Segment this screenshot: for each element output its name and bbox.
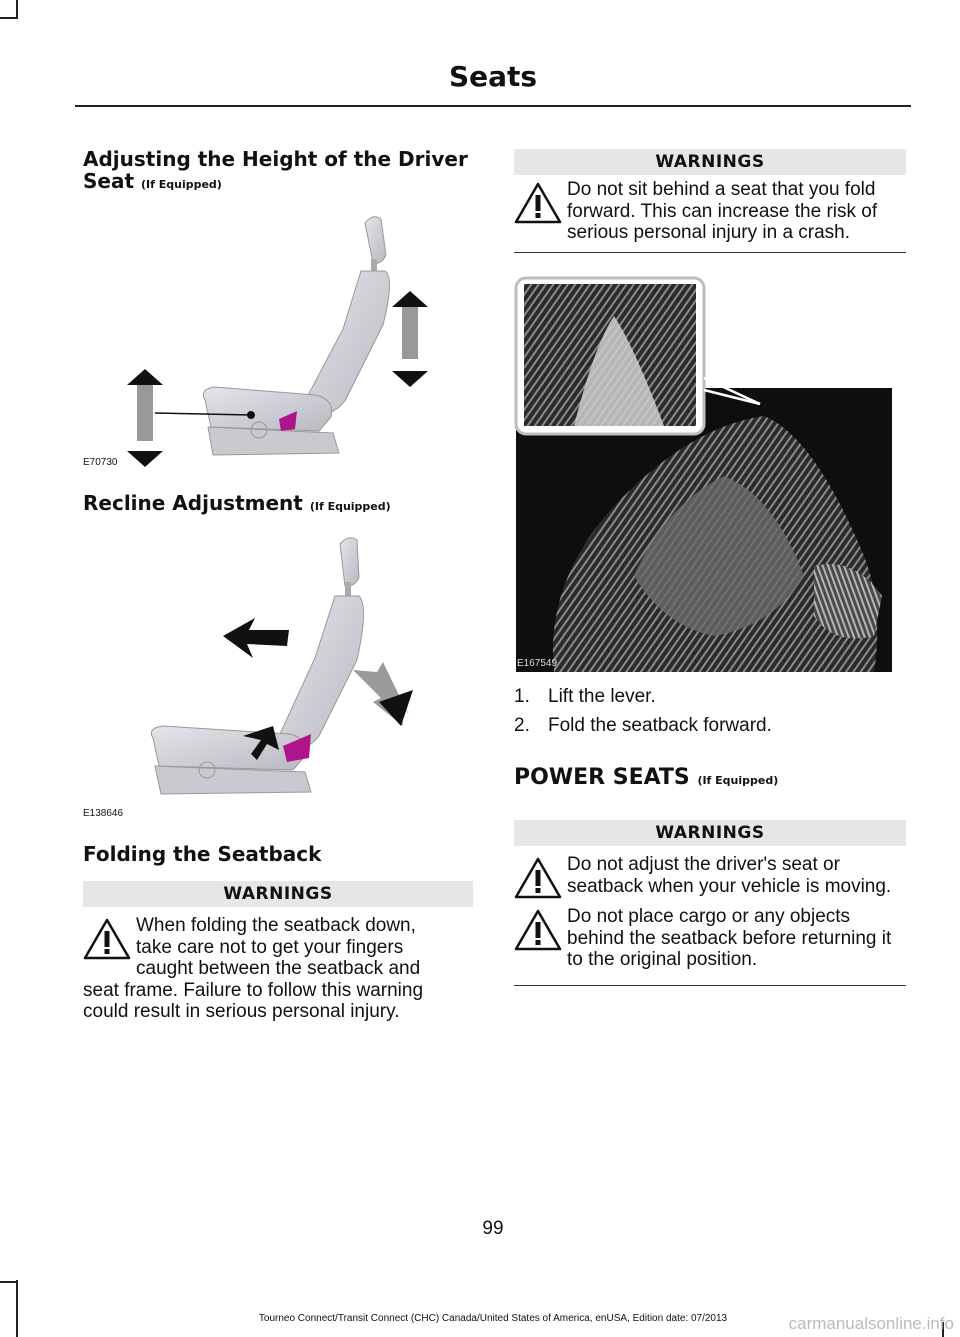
warning-text: Do not adjust the driver's seat or seatback when your vehicle is moving. xyxy=(567,854,892,897)
power-seats-heading xyxy=(514,767,906,792)
left-column xyxy=(83,148,473,196)
warning-item xyxy=(514,854,906,897)
right-column-top xyxy=(514,149,906,253)
page-header-title: Seats xyxy=(448,60,538,93)
figure-code: E70730 xyxy=(83,457,118,468)
warning-triangle-icon xyxy=(83,917,131,961)
warning-text-line5: could result in serious personal injury. xyxy=(83,1001,400,1022)
recline-back-arrow-icon xyxy=(223,618,289,658)
watermark: carmanualsonline.info xyxy=(788,1314,954,1333)
page-number: 99 xyxy=(482,1218,504,1239)
warning-text-line2: take care not to get your fingers xyxy=(136,936,404,958)
header-divider xyxy=(75,105,911,107)
warning-item xyxy=(514,906,906,971)
height-section-heading xyxy=(83,148,473,196)
crop-mark xyxy=(16,1280,18,1337)
warning-item xyxy=(514,179,906,244)
fold-seat-illustration xyxy=(514,276,892,672)
figure-code: E138646 xyxy=(83,808,124,819)
up-down-arrow-icon xyxy=(127,369,163,467)
warning-triangle-icon xyxy=(514,181,562,225)
warning-text-line4: seat frame. Failure to follow this warning xyxy=(83,979,424,1001)
seat-recline-illustration xyxy=(83,530,473,820)
crop-mark xyxy=(16,0,18,18)
power-seats-section xyxy=(514,767,906,986)
up-down-arrow-icon xyxy=(392,291,428,387)
warnings-label: WARNINGS xyxy=(83,881,473,907)
warning-item xyxy=(83,915,473,1023)
recline-forward-arrow-icon xyxy=(353,662,413,726)
warning-text: Do not place cargo or any objects behind the seatback before returning it to the original position. xyxy=(567,906,892,970)
seat-height-illustration xyxy=(83,205,473,475)
crop-mark xyxy=(0,17,18,19)
warnings-label: WARNINGS xyxy=(514,149,906,175)
step-text: Lift the lever. xyxy=(548,686,656,707)
steps-list-wrap xyxy=(514,682,906,740)
step-text: Fold the seatback forward. xyxy=(548,715,772,736)
power-seats-title: POWER SEATS xyxy=(514,765,690,790)
warning-text-line3: caught between the seatback and xyxy=(136,958,421,979)
height-section-qualifier: (If Equipped) xyxy=(141,178,222,191)
warning-triangle-icon xyxy=(514,856,562,900)
warnings-end-rule xyxy=(514,252,906,253)
warning-text-line1: When folding the seatback down, xyxy=(136,915,416,936)
warning-text: Do not sit behind a seat that you fold forward. This can increase the risk of serious personal injury in a crash. xyxy=(567,179,878,243)
recline-heading-wrap xyxy=(83,492,473,518)
warnings-end-rule xyxy=(514,985,906,986)
recline-section-qualifier: (If Equipped) xyxy=(309,500,391,513)
steps-list xyxy=(514,682,906,740)
step-number: 2. xyxy=(514,715,530,736)
crop-mark xyxy=(0,1281,18,1283)
power-seats-qualifier: (If Equipped) xyxy=(697,774,779,787)
folding-section xyxy=(83,843,473,1023)
folding-section-heading: Folding the Seatback xyxy=(83,842,322,866)
height-section-title-line1: Adjusting the Height of the Driver xyxy=(83,147,468,171)
recline-section-heading xyxy=(83,492,473,518)
page-footer: Tourneo Connect/Transit Connect (CHC) Canada/United States of America, enUSA, Edition date: 07/2013 xyxy=(258,1313,728,1324)
warning-triangle-icon xyxy=(514,908,562,952)
warnings-label: WARNINGS xyxy=(514,820,906,846)
figure-code: E167549 xyxy=(517,658,558,669)
step-number: 1. xyxy=(514,686,530,707)
recline-section-title: Recline Adjustment xyxy=(83,491,303,515)
height-section-title-line2: Seat xyxy=(83,169,135,193)
list-item xyxy=(514,711,906,740)
list-item xyxy=(514,682,906,711)
